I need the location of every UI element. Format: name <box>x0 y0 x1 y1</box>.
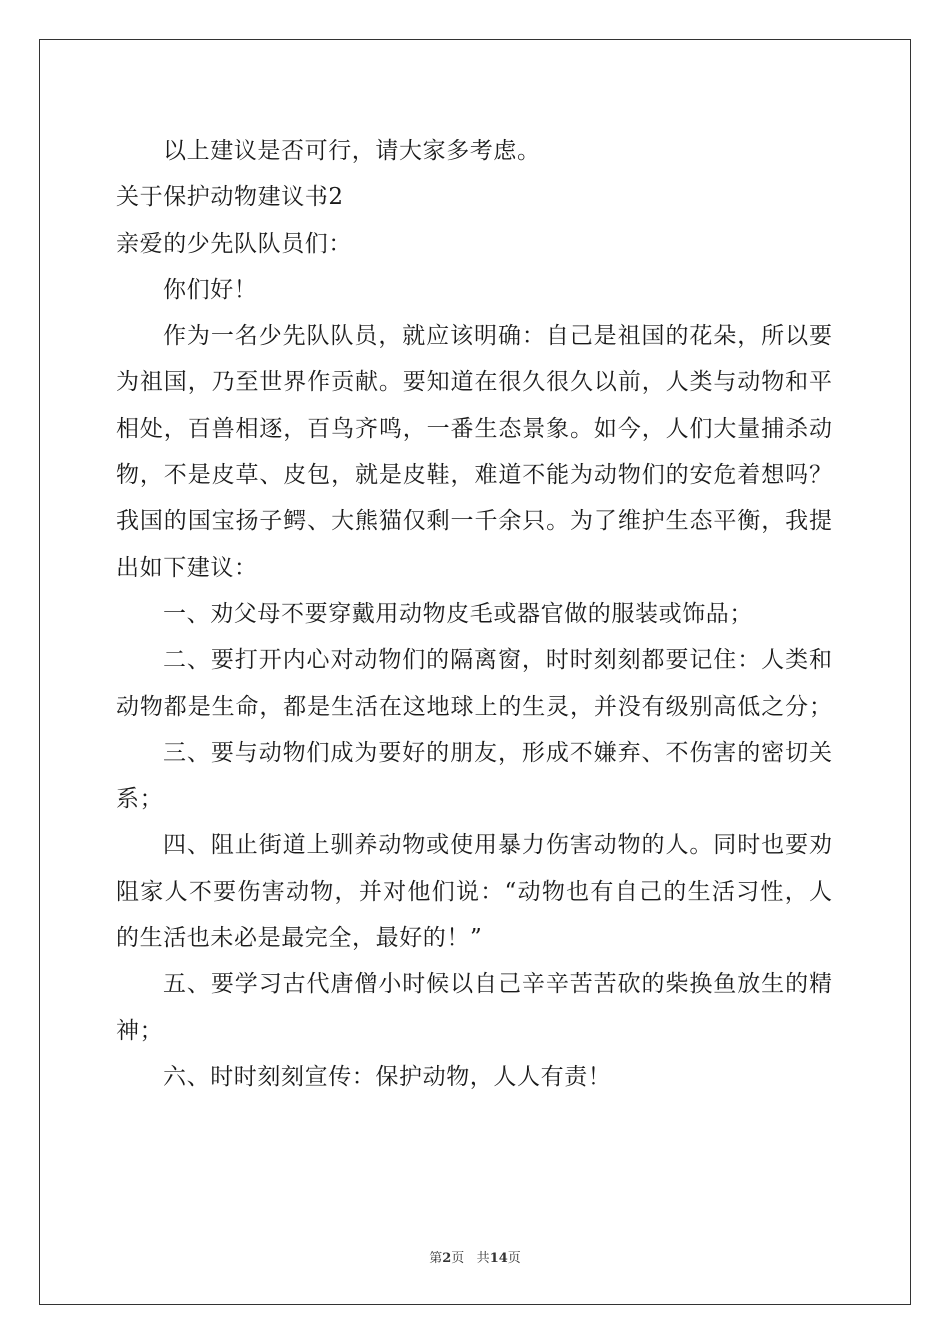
text-line: 五、要学习古代唐僧小时候以自己辛辛苦苦砍的柴换鱼放生的精 <box>163 971 832 998</box>
text-line: 你们好！ <box>163 276 258 303</box>
document-body <box>116 128 832 1100</box>
page-footer <box>0 1247 950 1266</box>
text-line: 二、要打开内心对动物们的隔离窗，时时刻刻都要记住：人类和 <box>163 647 832 674</box>
text-line: 六、时时刻刻宣传：保护动物，人人有责！ <box>163 1063 612 1090</box>
text-line: 动物都是生命，都是生活在这地球上的生灵，并没有级别高低之分； <box>116 693 832 720</box>
text-line: 物，不是皮草、皮包，就是皮鞋，难道不能为动物们的安危着想吗？ <box>116 462 832 489</box>
text-line: 的生活也未必是最完全，最好的！” <box>116 925 483 952</box>
text-line: 以上建议是否可行，请大家多考虑。 <box>163 138 541 164</box>
text-line: 我国的国宝扬子鳄、大熊猫仅剩一千余只。为了维护生态平衡，我提 <box>116 508 832 535</box>
text-line: 一、劝父母不要穿戴用动物皮毛或器官做的服装或饰品； <box>163 600 753 627</box>
total-page-count: 14 <box>489 1251 508 1266</box>
text-line: 神； <box>116 1017 164 1044</box>
text-line: 三、要与动物们成为要好的朋友，形成不嫌弃、不伤害的密切关 <box>163 739 832 766</box>
text-line: 关于保护动物建议书2 <box>116 184 344 211</box>
text-line: 为祖国，乃至世界作贡献。要知道在很久很久以前，人类与动物和平 <box>116 369 832 396</box>
text-line: 作为一名少先队队员，就应该明确：自己是祖国的花朵，所以要 <box>163 323 832 350</box>
footer-total-suffix: 页 <box>507 1251 521 1266</box>
footer-prefix: 第 <box>429 1251 443 1266</box>
text-line: 相处，百兽相逐，百鸟齐鸣，一番生态景象。如今，人们大量捕杀动 <box>116 415 832 442</box>
text-line: 亲爱的少先队队员们： <box>116 230 352 257</box>
text-line: 四、阻止街道上驯养动物或使用暴力伤害动物的人。同时也要劝 <box>163 832 832 859</box>
text-line: 出如下建议： <box>116 554 258 581</box>
text-line: 系； <box>116 786 164 813</box>
current-page-number: 2 <box>442 1251 452 1266</box>
text-line: 阻家人不要伤害动物，并对他们说：“动物也有自己的生活习性，人 <box>116 878 832 905</box>
footer-total-prefix: 共 <box>476 1251 490 1266</box>
footer-page-suffix: 页 <box>451 1251 465 1266</box>
